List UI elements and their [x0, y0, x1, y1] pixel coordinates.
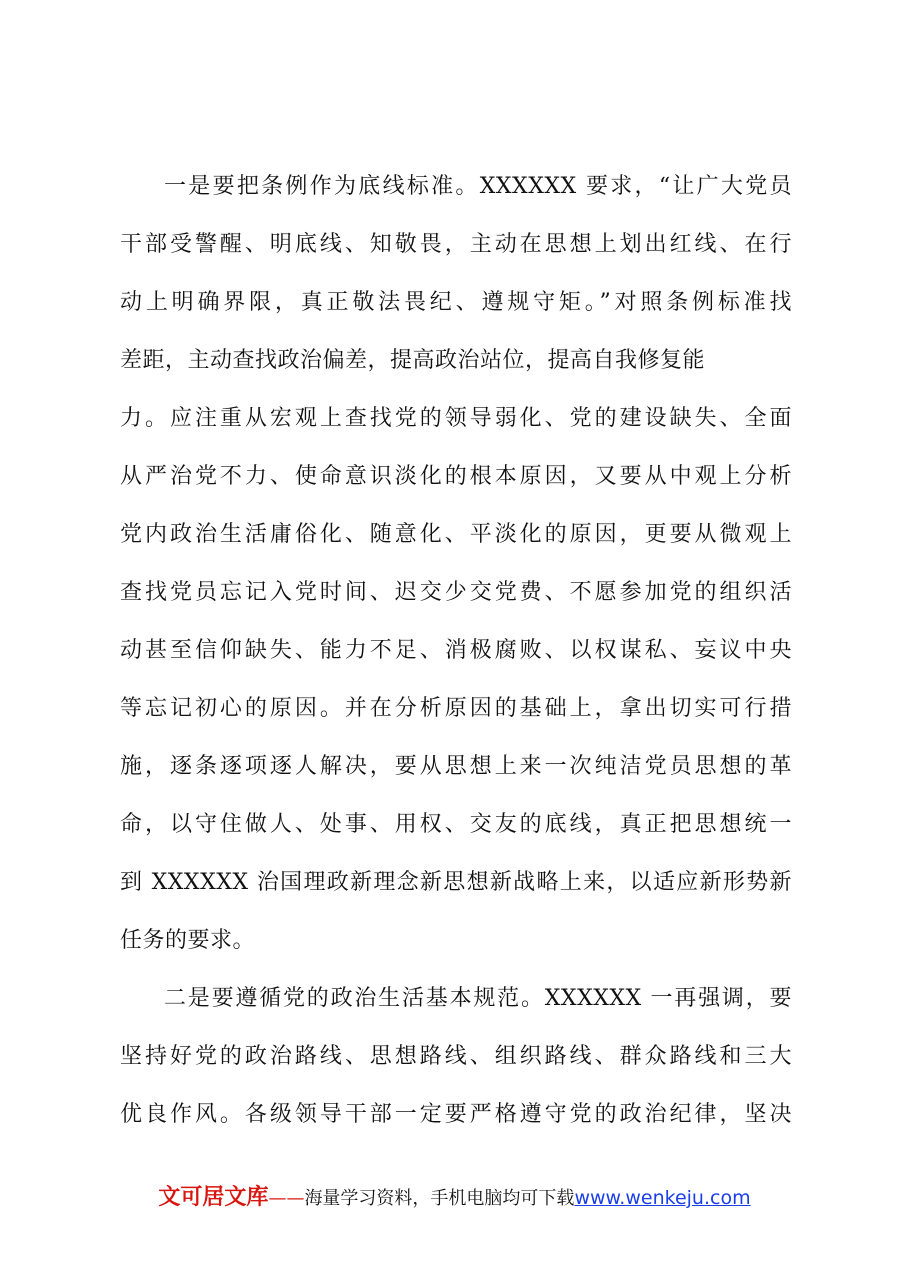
- paragraph-1-line-11: 施，逐条逐项逐人解决，要从思想上来一次纯洁党员思想的革: [120, 754, 792, 779]
- footer-brand: 文可居文库: [158, 1185, 269, 1210]
- paragraph-2-line-3: 优良作风。各级领导干部一定要严格遵守党的政治纪律，坚决: [120, 1102, 792, 1127]
- paragraph-1-line-14: 任务的要求。: [120, 928, 256, 953]
- paragraph-1-line-10: 等忘记初心的原因。并在分析原因的基础上，拿出切实可行措: [120, 696, 792, 721]
- paragraph-1-line-4: 差距，主动查找政治偏差，提高政治站位，提高自我修复能: [120, 348, 706, 373]
- paragraph-2-line-1: 二是要遵循党的政治生活基本规范。XXXXXX 一再强调，要: [164, 986, 792, 1011]
- paragraph-1-line-12: 命，以守住做人、处事、用权、交友的底线，真正把思想统一: [120, 812, 792, 837]
- footer-link[interactable]: www.wenkeju.com: [574, 1187, 751, 1209]
- paragraph-1-line-8: 查找党员忘记入党时间、迟交少交党费、不愿参加党的组织活: [120, 580, 792, 605]
- document-body: [120, 158, 792, 1144]
- paragraph-1-line-6: 从严治党不力、使命意识淡化的根本原因，又要从中观上分析: [120, 464, 792, 489]
- footer-banner: [0, 1180, 909, 1212]
- footer-separator: ——: [268, 1188, 305, 1209]
- paragraph-1-line-1: 一是要把条例作为底线标准。XXXXXX 要求，“让广大党员: [164, 174, 792, 199]
- paragraph-1-line-13: 到 XXXXXX 治国理政新理念新思想新战略上来，以适应新形势新: [120, 870, 792, 895]
- paragraph-1-line-2: 干部受警醒、明底线、知敬畏，主动在思想上划出红线、在行: [120, 232, 792, 257]
- paragraph-1-line-7: 党内政治生活庸俗化、随意化、平淡化的原因，更要从微观上: [120, 522, 792, 547]
- paragraph-1-line-9: 动甚至信仰缺失、能力不足、消极腐败、以权谋私、妄议中央: [120, 638, 792, 663]
- paragraph-1-line-3: 动上明确界限，真正敬法畏纪、遵规守矩。”对照条例标准找: [120, 290, 792, 315]
- paragraph-1-line-5: 力。应注重从宏观上查找党的领导弱化、党的建设缺失、全面: [120, 406, 792, 431]
- footer-tagline: 海量学习资料，手机电脑均可下载: [304, 1188, 575, 1209]
- paragraph-2-line-2: 坚持好党的政治路线、思想路线、组织路线、群众路线和三大: [120, 1044, 792, 1069]
